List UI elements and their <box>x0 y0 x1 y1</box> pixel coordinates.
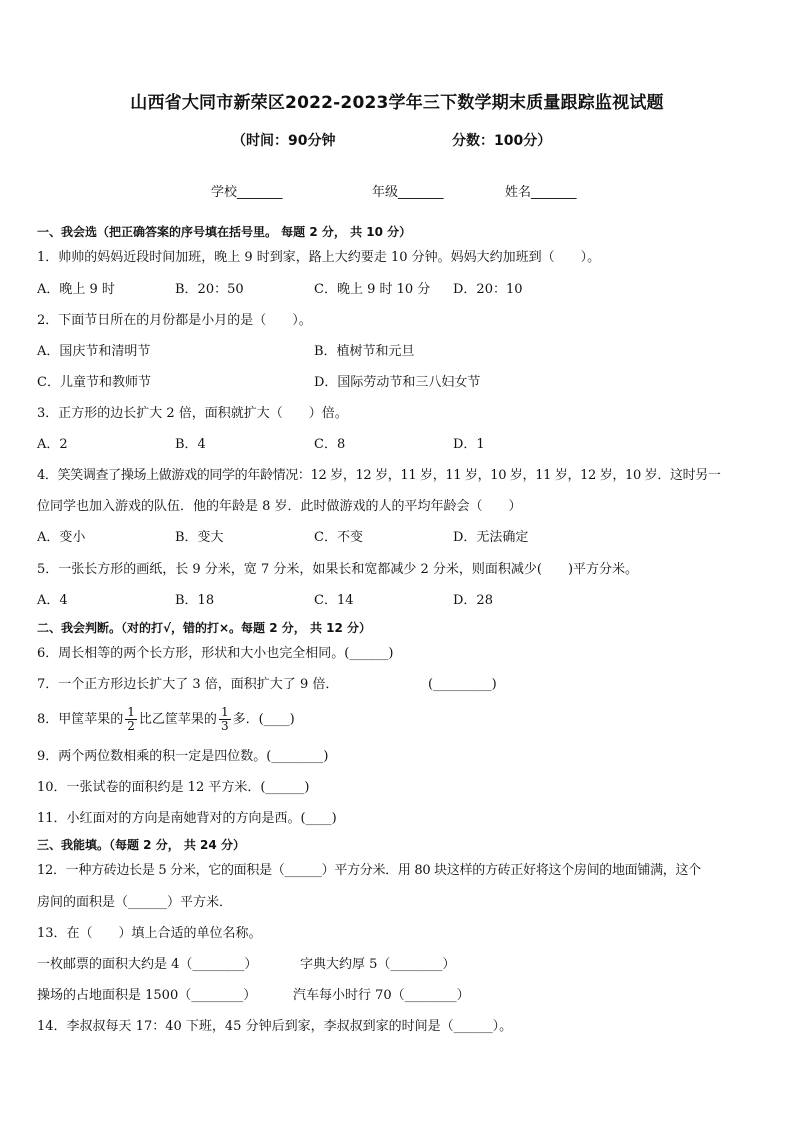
question-1-stem: 1．帅帅的妈妈近段时间加班，晚上 9 时到家，路上大约要走 10 分钟。妈妈大约加班到（ ）。 <box>37 250 601 265</box>
question-2-stem: 2．下面节日所在的月份都是小月的是（ ）。 <box>37 313 312 328</box>
question-1-option-a: A．晚上 9 时 <box>37 282 115 297</box>
question-8-text-3: 多．(____) <box>232 712 295 727</box>
question-13-item-a: 一枚邮票的面积大约是 4（________） <box>37 957 258 972</box>
section-1-heading: 一、我会选（把正确答案的序号填在括号里。 每题 2 分， 共 10 分） <box>37 225 412 239</box>
question-10: 10．一张试卷的面积约是 12 平方米．(______) <box>37 780 310 795</box>
section-2-heading: 二、我会判断。（对的打√，错的打×。每题 2 分， 共 12 分） <box>37 621 371 635</box>
exam-time: （时间：90分钟 <box>232 133 336 149</box>
question-13-item-b: 字典大约厚 5（________） <box>300 957 456 972</box>
question-3-option-b: B．4 <box>175 437 206 452</box>
question-2-option-d: D．国际劳动节和三八妇女节 <box>314 375 481 390</box>
question-12-stem-line-2: 房间的面积是（______）平方米． <box>37 895 233 910</box>
fraction-one-half <box>125 706 137 733</box>
question-2-option-a: A．国庆节和清明节 <box>37 344 151 359</box>
fraction-numerator: 1 <box>220 704 229 719</box>
question-1-option-c: C．晚上 9 时 10 分 <box>314 282 431 297</box>
exam-score: 分数：100分） <box>452 133 552 149</box>
question-8 <box>37 703 295 737</box>
question-4-option-d: D．无法确定 <box>453 530 529 545</box>
question-4-stem-line-1: 4．笑笑调查了操场上做游戏的同学的年龄情况：12 岁，12 岁，11 岁，11 岁，10 岁，11 岁，12 岁，10 岁．这时另一 <box>37 468 721 483</box>
question-6: 6．周长相等的两个长方形，形状和大小也完全相同。(______) <box>37 646 394 661</box>
question-4-option-b: B．变大 <box>175 530 224 545</box>
question-8-text-1: 8．甲筐苹果的 <box>37 712 124 727</box>
question-1-option-d: D．20：10 <box>453 282 523 297</box>
fraction-numerator: 1 <box>127 704 135 719</box>
name-field: 姓名_______ <box>505 185 577 200</box>
question-3-stem: 3．正方形的边长扩大 2 倍，面积就扩大（ ）倍。 <box>37 406 348 421</box>
question-13-item-c: 操场的占地面积是 1500（________） <box>37 988 257 1003</box>
question-2-option-c: C．儿童节和教师节 <box>37 375 151 390</box>
page-title: 山西省大同市新荣区2022-2023学年三下数学期末质量跟踪监视试题 <box>130 93 664 113</box>
question-4-option-a: A．变小 <box>37 530 86 545</box>
question-2-option-b: B．植树节和元旦 <box>314 344 415 359</box>
section-3-heading: 三、我能填。（每题 2 分， 共 24 分） <box>37 838 245 852</box>
question-3-option-c: C．8 <box>314 437 346 452</box>
fraction-denominator: 2 <box>127 718 135 733</box>
fraction-denominator: 3 <box>220 718 229 733</box>
question-3-option-d: D．1 <box>453 437 485 452</box>
question-13-stem: 13．在（ ）填上合适的单位名称。 <box>37 926 262 941</box>
question-5-stem: 5．一张长方形的画纸，长 9 分米，宽 7 分米，如果长和宽都减少 2 分米，则面积减少( )平方分米。 <box>37 562 639 577</box>
question-3-option-a: A．2 <box>37 437 68 452</box>
question-7-blank: (_________) <box>428 677 497 692</box>
question-13-item-d: 汽车每小时行 70（________） <box>293 988 470 1003</box>
question-4-option-c: C．不变 <box>314 530 363 545</box>
question-9: 9．两个两位数相乘的积一定是四位数。(________) <box>37 749 329 764</box>
question-4-stem-line-2: 位同学也加入游戏的队伍．他的年龄是 8 岁．此时做游戏的人的平均年龄会（ ） <box>37 499 522 514</box>
question-5-option-d: D．28 <box>453 593 493 608</box>
question-5-option-a: A．4 <box>37 593 68 608</box>
question-12-stem-line-1: 12．一种方砖边长是 5 分米，它的面积是（______）平方分米．用 80 块这样的方砖正好将这个房间的地面铺满，这个 <box>37 863 701 878</box>
question-5-option-b: B．18 <box>175 593 215 608</box>
school-field: 学校_______ <box>211 185 283 200</box>
question-8-text-2: 比乙筐苹果的 <box>138 712 217 727</box>
question-7-stem: 7．一个正方形边长扩大了 3 倍，面积扩大了 9 倍． <box>37 677 339 692</box>
fraction-one-third <box>219 706 231 733</box>
question-14: 14．李叔叔每天 17：40 下班，45 分钟后到家，李叔叔到家的时间是（______）。 <box>37 1019 513 1034</box>
question-5-option-c: C．14 <box>314 593 354 608</box>
grade-field: 年级_______ <box>372 185 444 200</box>
question-1-option-b: B．20：50 <box>175 282 244 297</box>
question-11: 11．小红面对的方向是南她背对的方向是西。(____) <box>37 811 337 826</box>
